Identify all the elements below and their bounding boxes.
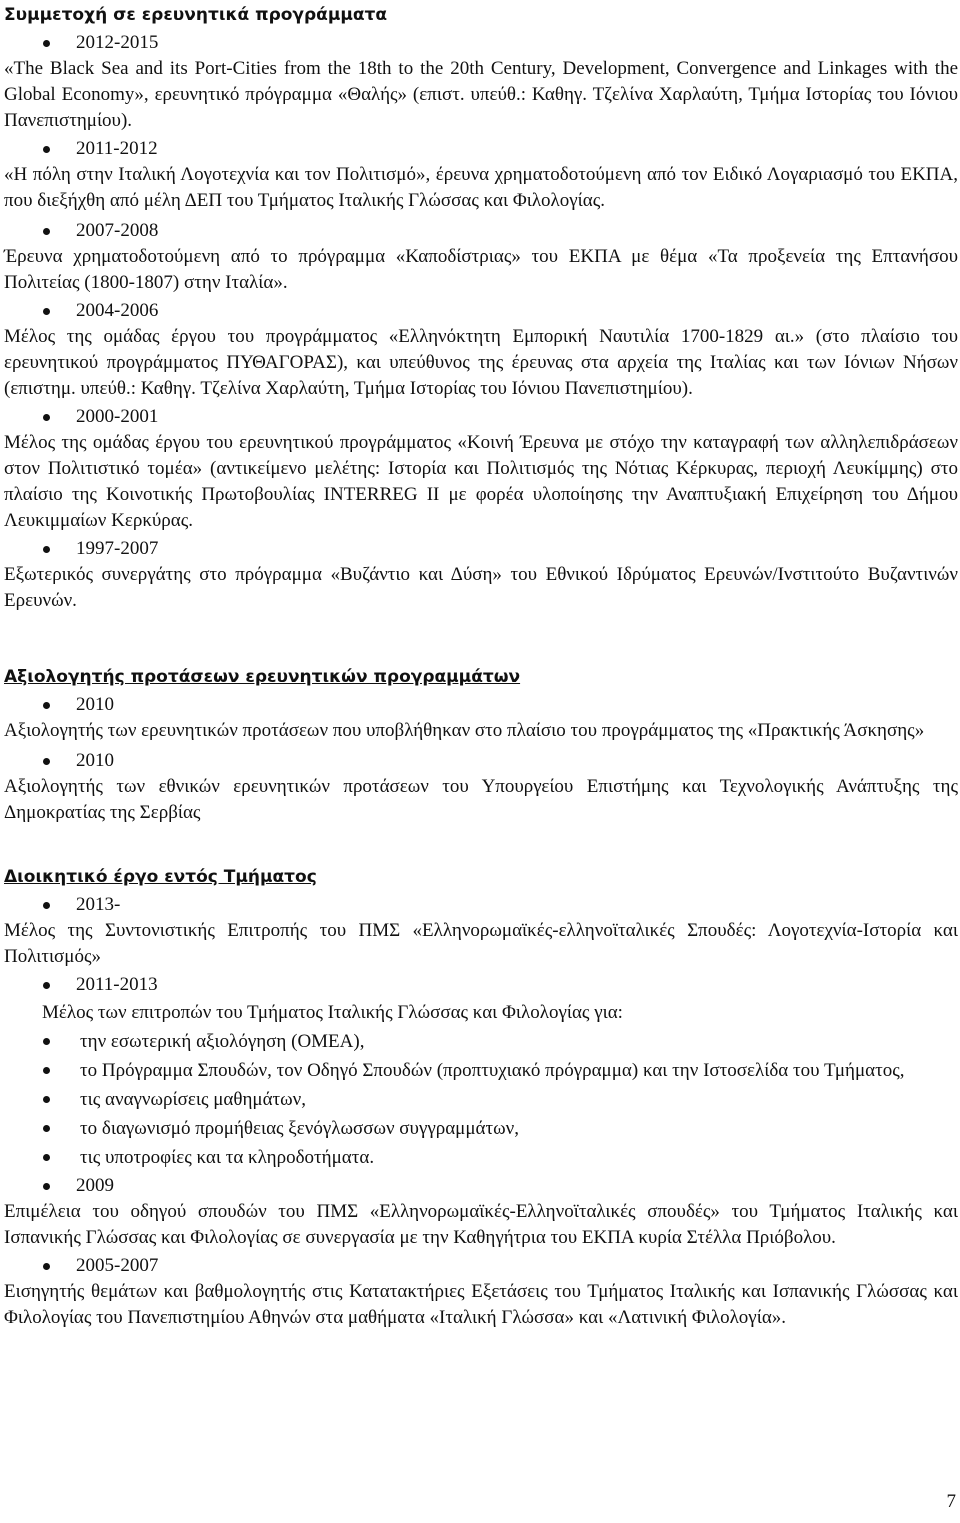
- year-bullet: 2005-2007: [4, 1253, 958, 1279]
- year-bullet: 2011-2012: [4, 136, 958, 162]
- year-bullet: 2010: [4, 748, 958, 774]
- committees-list: [42, 1028, 958, 1171]
- entry-text: «Η πόλη στην Ιταλική Λογοτεχνία και τον Πολιτισμό», έρευνα χρηματοδοτούμενη από τον Ειδικό Λογαριασμό του ΕΚΠΑ, που διεξήχθη από μέλη ΔΕΠ του Τμήματος Ιταλικής Γλώσσας και Φιλολογίας.: [4, 164, 958, 211]
- entry-text: Μέλος της ομάδας έργου του προγράμματος «Ελληνόκτητη Εμπορική Ναυτιλία 1700-1829 αι.» (στο πλαίσιο του ερευνητικού προγράμματος ΠΥΘΑΓΟΡΑΣ), και υπεύθυνος της έρευνας στα αρχεία της Ιταλίας και των Ιόνιων Νήσων (επιστημ. υπεύθ.: Καθηγ. Τζελίνα Χαρλαύτη, Τμήμα Ιστορίας του Ιόνιου Πανεπιστημίου).: [4, 326, 958, 399]
- entry-text: Έρευνα χρηματοδοτούμενη από το πρόγραμμα «Καποδίστριας» του ΕΚΠΑ με θέμα «Τα προξενεία της Επτανήσου Πολιτείας (1800-1807) στην Ιταλία».: [4, 246, 958, 293]
- year-bullet: 2010: [4, 692, 958, 718]
- list-item: την εσωτερική αξιολόγηση (ΟΜΕΑ),: [42, 1028, 958, 1055]
- list-item: το διαγωνισμό προμήθειας ξενόγλωσσων συγγραμμάτων,: [42, 1115, 958, 1142]
- year-bullet: 2013-: [4, 892, 958, 918]
- year-bullet: 2011-2013: [4, 972, 958, 998]
- year-bullet: 1997-2007: [4, 536, 958, 562]
- list-item: τις αναγνωρίσεις μαθημάτων,: [42, 1086, 958, 1113]
- document-page: [4, 2, 958, 1331]
- entry-text: Αξιολογητής των ερευνητικών προτάσεων που υποβλήθηκαν στο πλαίσιο του προγράμματος της «Πρακτικής Άσκησης»: [4, 720, 925, 741]
- section-evaluator: [4, 664, 958, 826]
- section-administrative-work: [4, 864, 958, 1331]
- year-bullet: 2000-2001: [4, 404, 958, 430]
- entry-text: Μέλος της ομάδας έργου του ερευνητικού προγράμματος «Κοινή Έρευνα με στόχο την καταγραφή των αλληλεπιδράσεων στον Πολιτιστικό τομέα» (αντικείμενο μελέτης: Ιστορία και Πολιτισμός της Νότιας Κέρκυρας, περιοχή Λευκίμμης) στο πλαίσιο της Κοινοτικής Πρωτοβουλίας INTERREG II με φορέα υλοποίησης την Αναπτυξιακή Επιχείρηση του Δήμου Λευκιμμαίων Κερκύρας.: [4, 432, 958, 531]
- entry-text: «The Black Sea and its Port-Cities from the 18th to the 20th Century, Development, Convergence and Linkages with the Global Economy», ερευνητικό πρόγραμμα «Θαλής» (επιστ. υπεύθ.: Καθηγ. Τζελίνα Χαρλαύτη, Τμήμα Ιστορίας του Ιόνιου Πανεπιστημίου).: [4, 58, 958, 131]
- section-title: Διοικητικό έργο εντός Τμήματος: [4, 867, 317, 887]
- list-item: το Πρόγραμμα Σπουδών, τον Οδηγό Σπουδών (προπτυχιακό πρόγραμμα) και την Ιστοσελίδα του Τμήματος,: [42, 1057, 958, 1084]
- committees-intro: Μέλος των επιτροπών του Τμήματος Ιταλικής Γλώσσας και Φιλολογίας για:: [42, 1002, 623, 1023]
- page-number: 7: [946, 1491, 956, 1512]
- entry-text: Επιμέλεια του οδηγού σπουδών του ΠΜΣ «Ελληνορωμαϊκές-Ελληνοϊταλικές σπουδές» του Τμήματος Ιταλικής και Ισπανικής Γλώσσας και Φιλολογίας σε συνεργασία με την Καθηγήτρια του ΕΚΠΑ κυρία Στέλλα Πριόβολου.: [4, 1201, 958, 1248]
- entry-text: Μέλος της Συντονιστικής Επιτροπής του ΠΜΣ «Ελληνορωμαϊκές-ελληνοϊταλικές Σπουδές: Λογοτεχνία-Ιστορία και Πολιτισμός»: [4, 920, 958, 967]
- list-item: τις υποτροφίες και τα κληροδοτήματα.: [42, 1144, 958, 1171]
- entry-text: Εισηγητής θεμάτων και βαθμολογητής στις Κατατακτήριες Εξετάσεις του Τμήματος Ιταλικής και Ισπανικής Γλώσσας και Φιλολογίας του Πανεπιστημίου Αθηνών στα μαθήματα «Ιταλική Γλώσσα» και «Λατινική Φιλολογία».: [4, 1281, 958, 1328]
- committees-block: [42, 1000, 958, 1171]
- year-bullet: 2009: [4, 1173, 958, 1199]
- entry-text: Αξιολογητής των εθνικών ερευνητικών προτάσεων του Υπουργείου Επιστήμης και Τεχνολογικής Ανάπτυξης της Δημοκρατίας της Σερβίας: [4, 776, 958, 823]
- section-research-programs: [4, 2, 958, 614]
- entry-text: Εξωτερικός συνεργάτης στο πρόγραμμα «Βυζάντιο και Δύση» του Εθνικού Ιδρύματος Ερευνών/Ινστιτούτο Βυζαντινών Ερευνών.: [4, 564, 958, 611]
- section-title: Αξιολογητής προτάσεων ερευνητικών προγραμμάτων: [4, 667, 521, 687]
- year-bullet: 2004-2006: [4, 298, 958, 324]
- section-title: Συμμετοχή σε ερευνητικά προγράμματα: [4, 5, 388, 25]
- year-bullet: 2012-2015: [4, 30, 958, 56]
- year-bullet: 2007-2008: [4, 218, 958, 244]
